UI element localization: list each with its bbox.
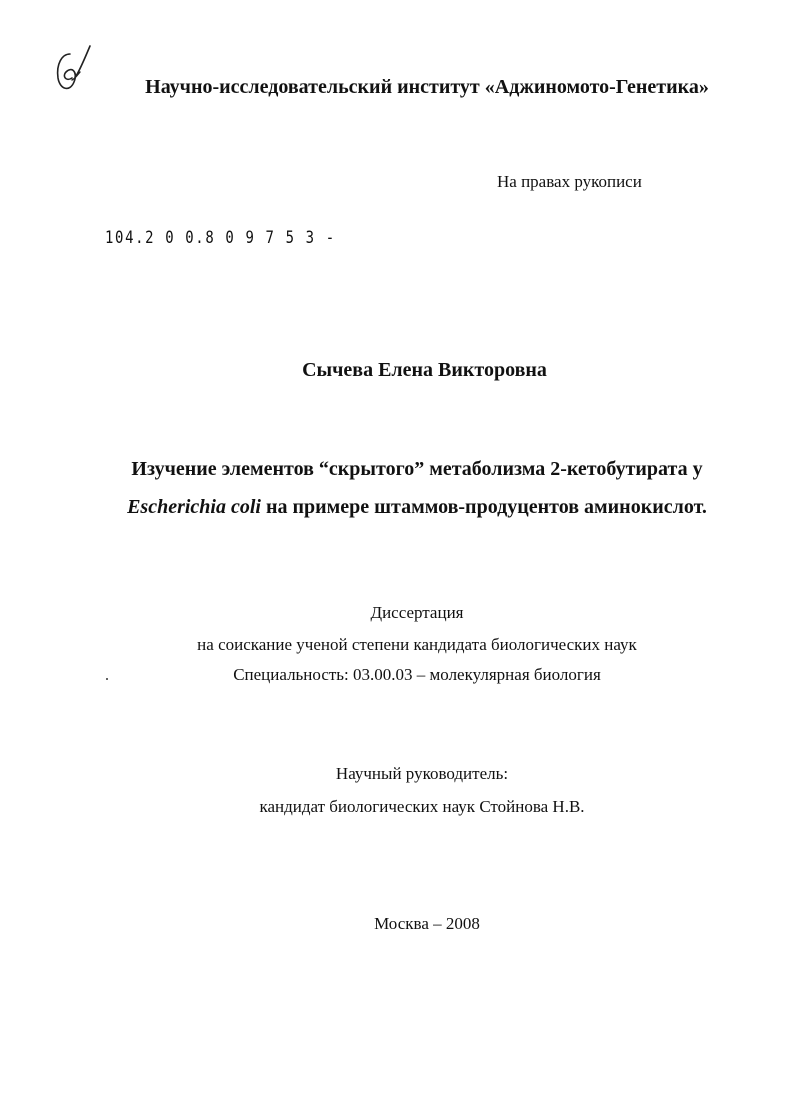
city-year: Москва – 2008: [374, 914, 480, 933]
registration-stamp: 104.2 0 0.8 0 9 7 5 3 -: [105, 228, 336, 248]
specialty: Специальность: 03.00.03 – молекулярная биология: [233, 665, 601, 684]
title-species: Escherichia coli: [127, 496, 261, 518]
title-line-1: Изучение элементов “скрытого” метаболизма 2-кетобутирата у: [131, 458, 703, 480]
title-line-2-rest: на примере штаммов-продуцентов аминокислот.: [260, 496, 707, 518]
title-line-2: [40, 488, 794, 526]
supervisor-name: кандидат биологических наук Стойнова Н.В.: [259, 797, 585, 816]
institute-name: Научно-исследовательский институт «Аджиномото-Генетика»: [145, 76, 709, 98]
rights-note: На правах рукописи: [497, 172, 642, 191]
author-name: Сычева Елена Викторовна: [302, 359, 547, 381]
supervisor-label: Научный руководитель:: [335, 764, 509, 783]
document-type: Диссертация: [370, 603, 464, 622]
dissertation-title: [0, 450, 794, 526]
degree-purpose: на соискание ученой степени кандидата биологических наук: [197, 635, 637, 654]
